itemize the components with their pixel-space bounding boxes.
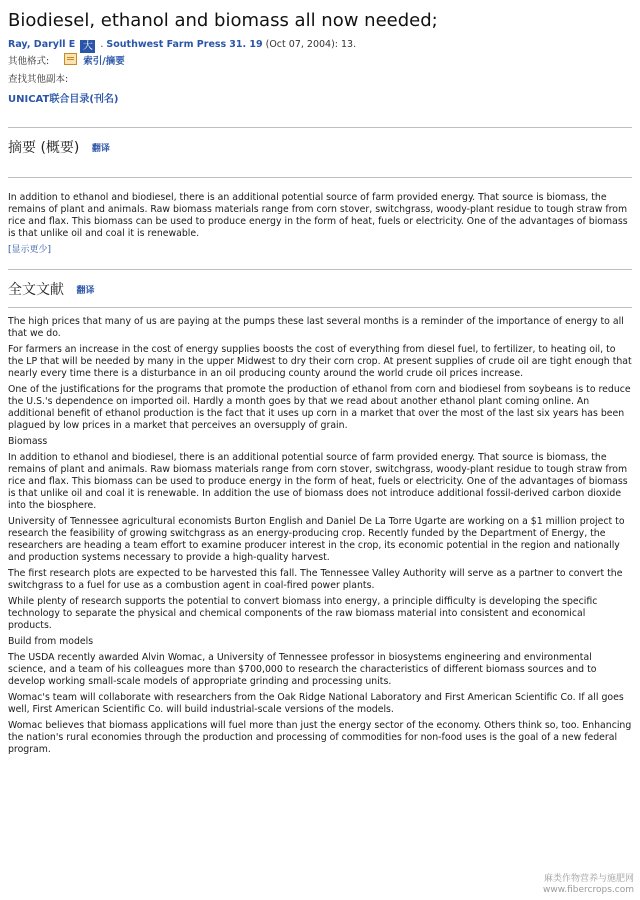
abstract-translate-link[interactable]: 翻译 xyxy=(91,144,110,154)
citation-line: Ray, Daryll E 大 . Southwest Farm Press 31. 19 (Oct 07, 2004): 13. xyxy=(8,39,357,52)
author-profile-icon[interactable]: 大 xyxy=(80,40,95,53)
watermark-line-2: www.fibercrops.com xyxy=(543,885,634,895)
index-abstract-link[interactable]: 索引/摘要 xyxy=(83,56,125,67)
fulltext-paragraph: Womac believes that biomass applications will fuel more than just the energy sector of the economy. Others think so, too. Enhancing the nation's rural economies through the production and processing of commodities for non-food uses is the goal of a new federal program. xyxy=(8,720,632,755)
abstract-doc-icon[interactable] xyxy=(64,53,77,65)
site-watermark xyxy=(543,874,634,896)
fulltext-paragraph: While plenty of research supports the potential to convert biomass into energy, a principle difficulty is developing the specific technology to separate the physical and chemical components of the raw biomass material into consistent and economical products. xyxy=(8,596,598,631)
article-title: Biodiesel, ethanol and biomass all now needed; xyxy=(8,10,438,31)
fulltext-paragraph: University of Tennessee agricultural economists Burton English and Daniel De La Torre Ugarte are working on a $1 million project to research the feasibility of growing switchgrass as an energy-producing crop. Recently funded by the Department of Energy, the researchers are heading a team effort to examine producer interest in the crop, its economic potential in the region and nationally and production systems necessary to provide a high-quality harvest. xyxy=(8,516,625,563)
fulltext-body xyxy=(8,316,632,756)
other-formats-row xyxy=(8,53,632,71)
find-other-copies-label: 查找其他副本: xyxy=(8,74,69,85)
unicat-link[interactable]: UNICAT联合目录(刊名) xyxy=(8,94,119,105)
fulltext-heading xyxy=(8,280,632,301)
fulltext-paragraph: In addition to ethanol and biodiesel, there is an additional potential source of farm provided energy. That source is biomass, the remains of plant and animals. Raw biomass materials range from corn stover, switchgrass, woody-plant residue to tough straw from rice and flax. This biomass can be used to produce energy in the form of heat, fuels or electricity. One of the advantages of biomass is that unlike oil and coal it is renewable. In addition the use of biomass does not introduce additional fossil-derived carbon dioxide into the biosphere. xyxy=(8,452,628,511)
abstract-text: In addition to ethanol and biodiesel, there is an additional potential source of farm provided energy. That source is biomass, the remains of plant and animals. Raw biomass materials range from corn stover, switchgrass, woody-plant residue to tough straw from rice and flax. This biomass can be used to produce energy in the form of heat, fuels or electricity. One of the advantages of biomass is that unlike oil and coal it is renewable. xyxy=(8,192,628,239)
volume-link[interactable]: 31. 19 xyxy=(229,39,263,50)
show-less-link[interactable]: [显示更少] xyxy=(8,245,52,255)
fulltext-paragraph: For farmers an increase in the cost of energy supplies boosts the cost of everything from diesel fuel, to fertilizer, to heating oil, to the LP that will be needed by many in the upper Midwest to dry their corn crop. At present supplies of crude oil are tight enough that nearly every time there is a disturbance in an oil producing county around the world crude oil prices increase. xyxy=(8,344,632,379)
fulltext-subheading: Build from models xyxy=(8,636,94,647)
abstract-heading xyxy=(8,138,632,159)
date-pages: (Oct 07, 2004): 13. xyxy=(265,39,357,50)
fulltext-translate-link[interactable]: 翻译 xyxy=(76,286,95,296)
watermark-line-1: 麻类作物营养与施肥网 xyxy=(543,874,634,884)
source-link[interactable]: Southwest Farm Press xyxy=(106,39,227,50)
fulltext-paragraph: One of the justifications for the programs that promote the production of ethanol from corn and biodiesel from soybeans is to reduce the U.S.'s dependence on imported oil. Hardly a month goes by that we read about another ethanol plant coming online. An additional benefit of ethanol production is the fact that it uses up corn in a market that over the most of the last six years has been plagued by low prices in a market that perceives an oversupply of grain. xyxy=(8,384,631,431)
fulltext-paragraph: The first research plots are expected to be harvested this fall. The Tennessee Valley Authority will serve as a partner to convert the switchgrass to a fuel for use as a combustion agent in coal-fired power plants. xyxy=(8,568,623,591)
fulltext-paragraph: The USDA recently awarded Alvin Womac, a University of Tennessee professor in biosystems engineering and environmental science, and a team of his colleagues more than $700,000 to research the characteristics of different biomass sources and to develop working small-scale models of appropriate grinding and processing units. xyxy=(8,652,597,687)
fulltext-paragraph: The high prices that many of us are paying at the pumps these last several months is a reminder of the importance of energy to all that we do. xyxy=(8,316,624,339)
other-formats-label: 其他格式: xyxy=(8,56,50,67)
fulltext-paragraph: Womac's team will collaborate with researchers from the Oak Ridge National Laboratory and First American Scientific Co. If all goes well, First American Scientific Co. will build industrial-scale versions of the models. xyxy=(8,692,624,715)
author-link[interactable]: Ray, Daryll E xyxy=(8,39,76,50)
fulltext-subheading: Biomass xyxy=(8,436,48,447)
fulltext-heading-text: 全文文献 xyxy=(8,282,64,298)
abstract-heading-text: 摘要 (概要) xyxy=(8,140,80,156)
